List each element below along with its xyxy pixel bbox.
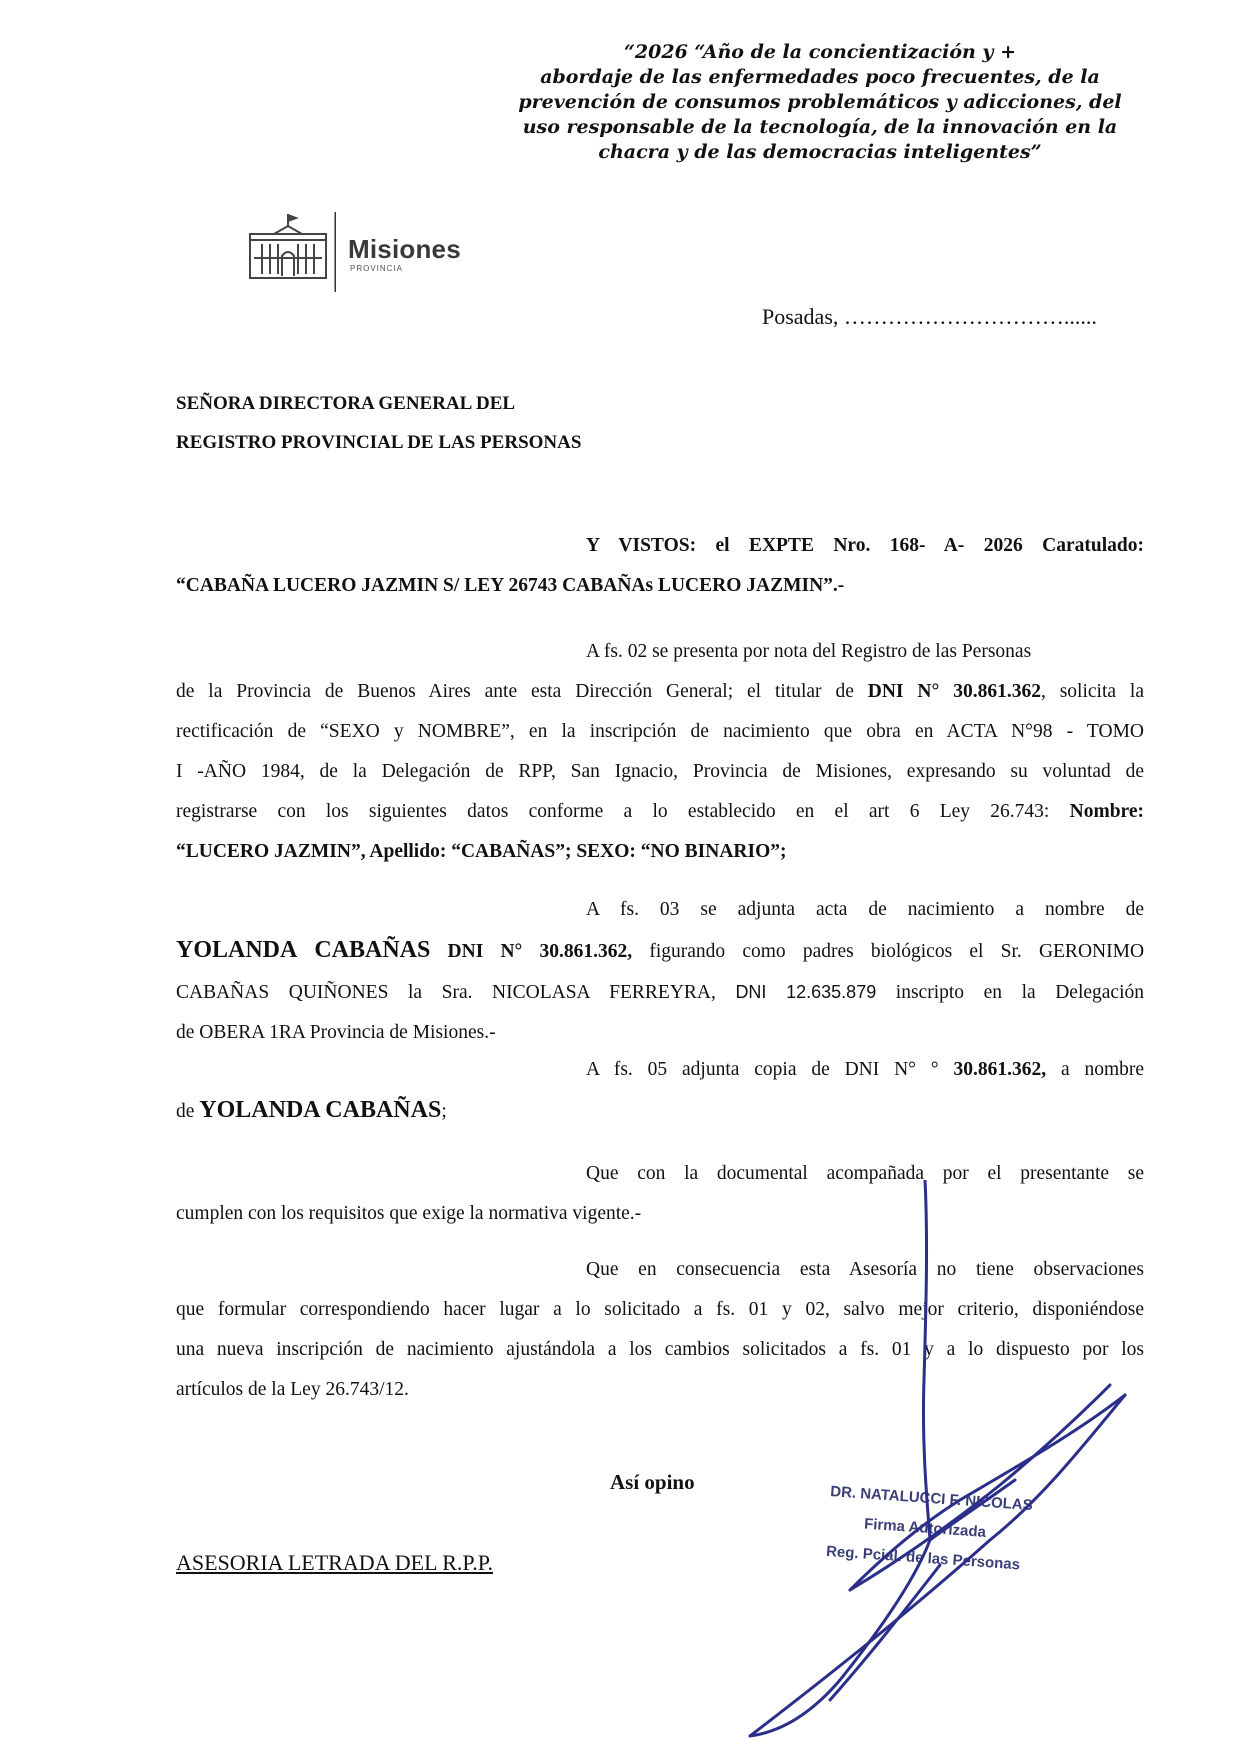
text-line: de OBERA 1RA Provincia de Misiones.-: [176, 1022, 496, 1043]
text-line: [176, 792, 1144, 832]
motto-line: “2026 “Año de la concientización y +: [623, 41, 1016, 63]
motto-line: uso responsable de la tecnología, de la innovación en la: [522, 116, 1118, 138]
misiones-logo: [246, 212, 486, 292]
text-line: Que en consecuencia esta Asesoría no tiene observaciones: [586, 1259, 1144, 1280]
stamp-line: Firma Autorizada: [863, 1515, 987, 1541]
motto-line: prevención de consumos problemáticos y adicciones, del: [518, 91, 1122, 113]
office-name: ASESORIA LETRADA DEL R.P.P.: [176, 1550, 494, 1575]
logo-subtitle: PROVINCIA: [350, 264, 404, 273]
addressee-line: REGISTRO PROVINCIAL DE LAS PERSONAS: [176, 432, 582, 453]
person-name: YOLANDA CABAÑAS: [176, 937, 431, 963]
text-line: rectificación de “SEXO y NOMBRE”, en la inscripción de nacimiento que obra en ACTA N°98 - TOMO: [176, 721, 1144, 742]
dni-number: DNI N° 30.861.362: [867, 681, 1041, 702]
paragraph-conclusion: [176, 1250, 1144, 1410]
government-building-icon: [246, 212, 336, 292]
text-span: a nombre: [1060, 1059, 1145, 1080]
addressee-line: SEÑORA DIRECTORA GENERAL DEL: [176, 393, 516, 414]
text-line: [176, 1090, 1144, 1132]
text-span: de la Provincia de Buenos Aires ante esta Dirección General; el titular de: [176, 681, 854, 702]
text-span: , solicita la: [1040, 681, 1145, 702]
person-name: YOLANDA CABAÑAS: [199, 1097, 442, 1123]
text-line: artículos de la Ley 26.743/12.: [176, 1379, 409, 1400]
closing-text: Así opino: [610, 1470, 695, 1494]
text-span: DNI N°: [447, 941, 523, 962]
text-line: una nueva inscripción de nacimiento ajustándola a los cambios solicitados a fs. 01 y a lo dispuesto por los: [176, 1339, 1144, 1360]
dni-number: DNI 12.635.879: [735, 982, 877, 1002]
text-line: A fs. 02 se presenta por nota del Registro de las Personas: [586, 641, 1032, 662]
text-span: de: [176, 1101, 195, 1122]
paragraph-fs02: [176, 632, 1144, 872]
text-line: cumplen con los requisitos que exige la normativa vigente.-: [176, 1203, 642, 1224]
text-span: inscripto en la Delegación: [895, 982, 1145, 1003]
official-stamp: [825, 1477, 1034, 1581]
text-span: figurando como padres biológicos el Sr. GERONIMO: [649, 941, 1145, 962]
addressee: [176, 384, 581, 462]
date-line: Posadas, …………………………......: [762, 304, 1097, 329]
logo-name: Misiones: [348, 234, 461, 264]
text-line: [176, 930, 1144, 972]
case-title: “CABAÑA LUCERO JAZMIN S/ LEY 26743 CABAÑAs LUCERO JAZMIN”.-: [176, 575, 845, 596]
dni-number: 30.861.362,: [539, 941, 633, 962]
requested-data: “LUCERO JAZMIN”, Apellido: “CABAÑAS”; SEXO: “NO BINARIO”;: [176, 841, 787, 862]
stamp-line: DR. NATALUCCI F. NICOLAS: [829, 1483, 1034, 1515]
text-span: registrarse con los siguientes datos conforme a lo establecido en el art 6 Ley 26.743:: [176, 801, 1050, 822]
text-span: ;: [441, 1101, 447, 1122]
paragraph-requirements: [176, 1154, 1144, 1234]
vistos-paragraph: [176, 526, 1144, 606]
paragraph-fs05: [176, 1050, 1144, 1132]
vistos-line: Y VISTOS: el EXPTE Nro. 168- A- 2026 Caratulado:: [586, 535, 1144, 556]
dni-number: 30.861.362,: [953, 1059, 1047, 1080]
stamp-line: Reg. Pcial. de las Personas: [825, 1542, 1021, 1574]
text-line: Que con la documental acompañada por el presentante se: [586, 1163, 1144, 1184]
text-line: [176, 972, 1144, 1013]
text-line: A fs. 03 se adjunta acta de nacimiento a nombre de: [586, 899, 1144, 920]
motto-line: chacra y de las democracias inteligentes”: [598, 141, 1042, 163]
header-motto: [480, 40, 1160, 165]
text-line: que formular correspondiendo hacer lugar a lo solicitado a fs. 01 y 02, salvo mejor criterio, disponiéndose: [176, 1299, 1144, 1320]
text-span: A fs. 05 adjunta copia de DNI N° °: [586, 1059, 939, 1080]
text-line: I -AÑO 1984, de la Delegación de RPP, San Ignacio, Provincia de Misiones, expresando su voluntad de: [176, 761, 1144, 782]
text-span: CABAÑAS QUIÑONES la Sra. NICOLASA FERREYRA,: [176, 982, 716, 1003]
text-line: [176, 672, 1144, 712]
text-span: Nombre:: [1069, 801, 1144, 822]
motto-line: abordaje de las enfermedades poco frecuentes, de la: [540, 66, 1100, 88]
text-line: [176, 1050, 1144, 1090]
paragraph-fs03: [176, 890, 1144, 1053]
